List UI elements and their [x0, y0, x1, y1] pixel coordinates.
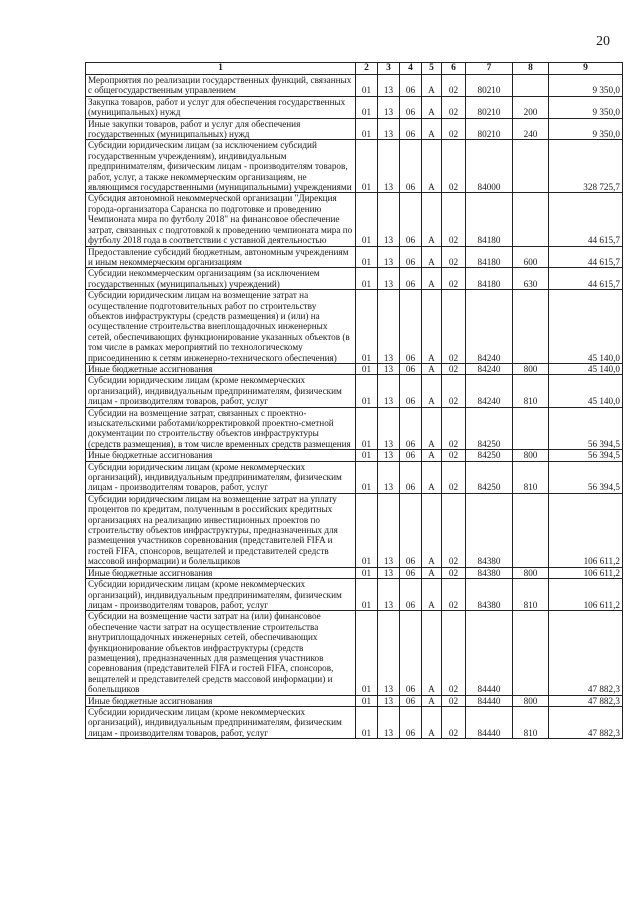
expense-type-cell: 200	[513, 96, 549, 118]
subsection-code-cell: 13	[378, 706, 400, 738]
table-row	[86, 493, 623, 567]
subprogram-code-cell: А	[422, 75, 442, 97]
program-code-cell: 06	[400, 140, 422, 193]
target-article-cell: 80210	[466, 118, 513, 140]
row-name-cell: Предоставление субсидий бюджетным, автономным учреждениям и иным некоммерческим организациям	[86, 246, 356, 268]
program-code-cell: 06	[400, 407, 422, 450]
subprogram-code-cell: А	[422, 193, 442, 246]
event-code-cell: 02	[442, 193, 466, 246]
event-code-cell: 02	[442, 461, 466, 493]
event-code-cell: 02	[442, 695, 466, 706]
table-row	[86, 706, 623, 738]
amount-cell: 44 615,7	[549, 246, 623, 268]
subprogram-code-cell: А	[422, 611, 442, 695]
table-row	[86, 611, 623, 695]
table-row	[86, 75, 623, 97]
event-code-cell: 02	[442, 493, 466, 567]
amount-cell: 9 350,0	[549, 96, 623, 118]
target-article-cell: 84240	[466, 363, 513, 374]
subsection-code-cell: 13	[378, 407, 400, 450]
subprogram-code-cell: А	[422, 407, 442, 450]
target-article-cell: 84250	[466, 461, 513, 493]
expense-type-cell: 600	[513, 246, 549, 268]
table-row	[86, 461, 623, 493]
program-code-cell: 06	[400, 118, 422, 140]
table-row	[86, 407, 623, 450]
program-code-cell: 06	[400, 579, 422, 611]
program-code-cell: 06	[400, 290, 422, 364]
row-name-cell: Субсидии некоммерческим организациям (за исключением государственных (муниципальных) учреждений)	[86, 268, 356, 290]
subsection-code-cell: 13	[378, 140, 400, 193]
expense-type-cell: 810	[513, 461, 549, 493]
amount-cell: 45 140,0	[549, 363, 623, 374]
amount-cell: 9 350,0	[549, 75, 623, 97]
program-code-cell: 06	[400, 461, 422, 493]
event-code-cell: 02	[442, 706, 466, 738]
section-code-cell: 01	[356, 461, 378, 493]
row-name-cell: Субсидии юридическим лицам (кроме некоммерческих организаций), индивидуальным предпринимателям, физическим лицам - производителям товаров, работ, услуг	[86, 579, 356, 611]
row-name-cell: Иные закупки товаров, работ и услуг для обеспечения государственных (муниципальных) нужд	[86, 118, 356, 140]
subprogram-code-cell: А	[422, 695, 442, 706]
target-article-cell: 84180	[466, 193, 513, 246]
expense-type-cell: 800	[513, 567, 549, 578]
subprogram-code-cell: А	[422, 140, 442, 193]
page-number: 20	[596, 34, 610, 49]
section-code-cell: 01	[356, 695, 378, 706]
subsection-code-cell: 13	[378, 461, 400, 493]
amount-cell: 56 394,5	[549, 461, 623, 493]
subprogram-code-cell: А	[422, 118, 442, 140]
event-code-cell: 02	[442, 375, 466, 407]
table-row	[86, 268, 623, 290]
expense-type-cell: 810	[513, 579, 549, 611]
program-code-cell: 06	[400, 268, 422, 290]
program-code-cell: 06	[400, 706, 422, 738]
subsection-code-cell: 13	[378, 567, 400, 578]
section-code-cell: 01	[356, 493, 378, 567]
target-article-cell: 84440	[466, 611, 513, 695]
table-row	[86, 567, 623, 578]
program-code-cell: 06	[400, 567, 422, 578]
col-header: 5	[422, 63, 442, 75]
col-header: 7	[466, 63, 513, 75]
section-code-cell: 01	[356, 96, 378, 118]
table-row	[86, 375, 623, 407]
row-name-cell: Мероприятия по реализации государственных функций, связанных с общегосударственным управлением	[86, 75, 356, 97]
amount-cell: 106 611,2	[549, 493, 623, 567]
subprogram-code-cell: А	[422, 363, 442, 374]
expense-type-cell	[513, 75, 549, 97]
section-code-cell: 01	[356, 268, 378, 290]
subsection-code-cell: 13	[378, 363, 400, 374]
expense-type-cell	[513, 193, 549, 246]
target-article-cell: 84380	[466, 579, 513, 611]
row-name-cell: Субсидии на возмещение части затрат на (или) финансовое обеспечение части затрат на осуществление строительства внутриплощадочных инженерных сетей, обеспечивающих функционирование объектов инфраструктуры (средств размещения), предназначенных для размещения участников соревнования (представителей FIFA и гостей FIFA, спонсоров, вещателей и представителей средств массовой информации) и болельщиков	[86, 611, 356, 695]
col-header: 3	[378, 63, 400, 75]
program-code-cell: 06	[400, 493, 422, 567]
subsection-code-cell: 13	[378, 193, 400, 246]
program-code-cell: 06	[400, 246, 422, 268]
budget-table	[85, 62, 623, 739]
subsection-code-cell: 13	[378, 290, 400, 364]
section-code-cell: 01	[356, 375, 378, 407]
program-code-cell: 06	[400, 75, 422, 97]
amount-cell: 45 140,0	[549, 290, 623, 364]
col-header: 9	[549, 63, 623, 75]
expense-type-cell	[513, 493, 549, 567]
event-code-cell: 02	[442, 290, 466, 364]
amount-cell: 44 615,7	[549, 193, 623, 246]
event-code-cell: 02	[442, 579, 466, 611]
event-code-cell: 02	[442, 246, 466, 268]
subprogram-code-cell: А	[422, 493, 442, 567]
row-name-cell: Субсидия автономной некоммерческой организации "Дирекция города-организатора Саранска по подготовке и проведению Чемпионата мира по футболу 2018" на финансовое обеспечение затрат, связанных с подготовкой к проведению чемпионата мира по футболу 2018 года в соответствии с уставной деятельностью	[86, 193, 356, 246]
target-article-cell: 80210	[466, 96, 513, 118]
expense-type-cell	[513, 611, 549, 695]
target-article-cell: 84180	[466, 246, 513, 268]
subsection-code-cell: 13	[378, 75, 400, 97]
section-code-cell: 01	[356, 118, 378, 140]
target-article-cell: 80210	[466, 75, 513, 97]
header-row	[86, 63, 623, 75]
program-code-cell: 06	[400, 193, 422, 246]
subprogram-code-cell: А	[422, 461, 442, 493]
col-header: 1	[86, 63, 356, 75]
section-code-cell: 01	[356, 706, 378, 738]
expense-type-cell: 800	[513, 695, 549, 706]
table-row	[86, 450, 623, 461]
amount-cell: 45 140,0	[549, 375, 623, 407]
program-code-cell: 06	[400, 96, 422, 118]
target-article-cell: 84440	[466, 706, 513, 738]
target-article-cell: 84250	[466, 450, 513, 461]
table-row	[86, 118, 623, 140]
row-name-cell: Субсидии юридическим лицам на возмещение затрат на осуществление подготовительных работ по строительству объектов инфраструктуры (средств размещения) и (или) на осуществление строительства внеплощадочных инженерных сетей, обеспечивающих функционирование указанных объектов (в том числе в рамках мероприятий по технологическому присоединению к сетям инженерно-технического обеспечения)	[86, 290, 356, 364]
subsection-code-cell: 13	[378, 611, 400, 695]
subprogram-code-cell: А	[422, 450, 442, 461]
event-code-cell: 02	[442, 96, 466, 118]
section-code-cell: 01	[356, 363, 378, 374]
program-code-cell: 06	[400, 695, 422, 706]
row-name-cell: Субсидии на возмещение затрат, связанных с проектно-изыскательскими работами/корректировкой проектно-сметной документации по строительству объектов инфраструктуры (средств размещения), в том числе временных средств размещения	[86, 407, 356, 450]
subprogram-code-cell: А	[422, 375, 442, 407]
expense-type-cell: 810	[513, 375, 549, 407]
section-code-cell: 01	[356, 290, 378, 364]
event-code-cell: 02	[442, 363, 466, 374]
subprogram-code-cell: А	[422, 96, 442, 118]
subsection-code-cell: 13	[378, 246, 400, 268]
table-row	[86, 695, 623, 706]
subprogram-code-cell: А	[422, 567, 442, 578]
program-code-cell: 06	[400, 363, 422, 374]
subprogram-code-cell: А	[422, 706, 442, 738]
expense-type-cell	[513, 407, 549, 450]
expense-type-cell: 240	[513, 118, 549, 140]
section-code-cell: 01	[356, 407, 378, 450]
subprogram-code-cell: А	[422, 579, 442, 611]
subsection-code-cell: 13	[378, 268, 400, 290]
expense-type-cell: 810	[513, 706, 549, 738]
col-header: 6	[442, 63, 466, 75]
amount-cell: 44 615,7	[549, 268, 623, 290]
table-row	[86, 140, 623, 193]
col-header: 4	[400, 63, 422, 75]
table-row	[86, 290, 623, 364]
subsection-code-cell: 13	[378, 493, 400, 567]
subsection-code-cell: 13	[378, 450, 400, 461]
section-code-cell: 01	[356, 611, 378, 695]
event-code-cell: 02	[442, 75, 466, 97]
event-code-cell: 02	[442, 611, 466, 695]
amount-cell: 47 882,3	[549, 611, 623, 695]
subsection-code-cell: 13	[378, 96, 400, 118]
amount-cell: 47 882,3	[549, 695, 623, 706]
subsection-code-cell: 13	[378, 695, 400, 706]
subprogram-code-cell: А	[422, 246, 442, 268]
amount-cell: 47 882,3	[549, 706, 623, 738]
col-header: 8	[513, 63, 549, 75]
row-name-cell: Субсидии юридическим лицам (кроме некоммерческих организаций), индивидуальным предпринимателям, физическим лицам - производителям товаров, работ, услуг	[86, 461, 356, 493]
table-row	[86, 363, 623, 374]
target-article-cell: 84240	[466, 375, 513, 407]
program-code-cell: 06	[400, 375, 422, 407]
event-code-cell: 02	[442, 567, 466, 578]
target-article-cell: 84000	[466, 140, 513, 193]
subsection-code-cell: 13	[378, 375, 400, 407]
section-code-cell: 01	[356, 567, 378, 578]
subprogram-code-cell: А	[422, 268, 442, 290]
event-code-cell: 02	[442, 407, 466, 450]
row-name-cell: Субсидии юридическим лицам (за исключением субсидий государственным учреждениям), индивидуальным предпринимателям, физическим лицам - производителям товаров, работ, услуг, а также некоммерческим организациям, не являющимся государственными (муниципальными) учреждениями	[86, 140, 356, 193]
program-code-cell: 06	[400, 611, 422, 695]
event-code-cell: 02	[442, 140, 466, 193]
target-article-cell: 84240	[466, 290, 513, 364]
amount-cell: 9 350,0	[549, 118, 623, 140]
table-row	[86, 246, 623, 268]
expense-type-cell: 800	[513, 450, 549, 461]
expense-type-cell	[513, 290, 549, 364]
col-header: 2	[356, 63, 378, 75]
section-code-cell: 01	[356, 579, 378, 611]
event-code-cell: 02	[442, 118, 466, 140]
row-name-cell: Иные бюджетные ассигнования	[86, 363, 356, 374]
expense-type-cell	[513, 140, 549, 193]
event-code-cell: 02	[442, 268, 466, 290]
section-code-cell: 01	[356, 140, 378, 193]
row-name-cell: Закупка товаров, работ и услуг для обеспечения государственных (муниципальных) нужд	[86, 96, 356, 118]
row-name-cell: Иные бюджетные ассигнования	[86, 567, 356, 578]
row-name-cell: Иные бюджетные ассигнования	[86, 450, 356, 461]
expense-type-cell: 800	[513, 363, 549, 374]
amount-cell: 56 394,5	[549, 407, 623, 450]
target-article-cell: 84250	[466, 407, 513, 450]
target-article-cell: 84440	[466, 695, 513, 706]
amount-cell: 328 725,7	[549, 140, 623, 193]
section-code-cell: 01	[356, 193, 378, 246]
event-code-cell: 02	[442, 450, 466, 461]
table-row	[86, 579, 623, 611]
amount-cell: 56 394,5	[549, 450, 623, 461]
section-code-cell: 01	[356, 75, 378, 97]
amount-cell: 106 611,2	[549, 579, 623, 611]
amount-cell: 106 611,2	[549, 567, 623, 578]
expense-type-cell: 630	[513, 268, 549, 290]
subsection-code-cell: 13	[378, 579, 400, 611]
target-article-cell: 84180	[466, 268, 513, 290]
row-name-cell: Субсидии юридическим лицам (кроме некоммерческих организаций), индивидуальным предпринимателям, физическим лицам - производителям товаров, работ, услуг	[86, 375, 356, 407]
target-article-cell: 84380	[466, 493, 513, 567]
target-article-cell: 84380	[466, 567, 513, 578]
section-code-cell: 01	[356, 450, 378, 461]
subprogram-code-cell: А	[422, 290, 442, 364]
section-code-cell: 01	[356, 246, 378, 268]
subsection-code-cell: 13	[378, 118, 400, 140]
row-name-cell: Субсидии юридическим лицам (кроме некоммерческих организаций), индивидуальным предпринимателям, физическим лицам - производителям товаров, работ, услуг	[86, 706, 356, 738]
table-row	[86, 193, 623, 246]
table-row	[86, 96, 623, 118]
table-body	[86, 75, 623, 739]
row-name-cell: Иные бюджетные ассигнования	[86, 695, 356, 706]
row-name-cell: Субсидии юридическим лицам на возмещение затрат на уплату процентов по кредитам, полученным в российских кредитных организациях на реализацию инвестиционных проектов по строительству объектов инфраструктуры, предназначенных для размещения участников соревнования (представителей FIFA и гостей FIFA, спонсоров, вещателей и представителей средств массовой информации) и болельщиков	[86, 493, 356, 567]
program-code-cell: 06	[400, 450, 422, 461]
